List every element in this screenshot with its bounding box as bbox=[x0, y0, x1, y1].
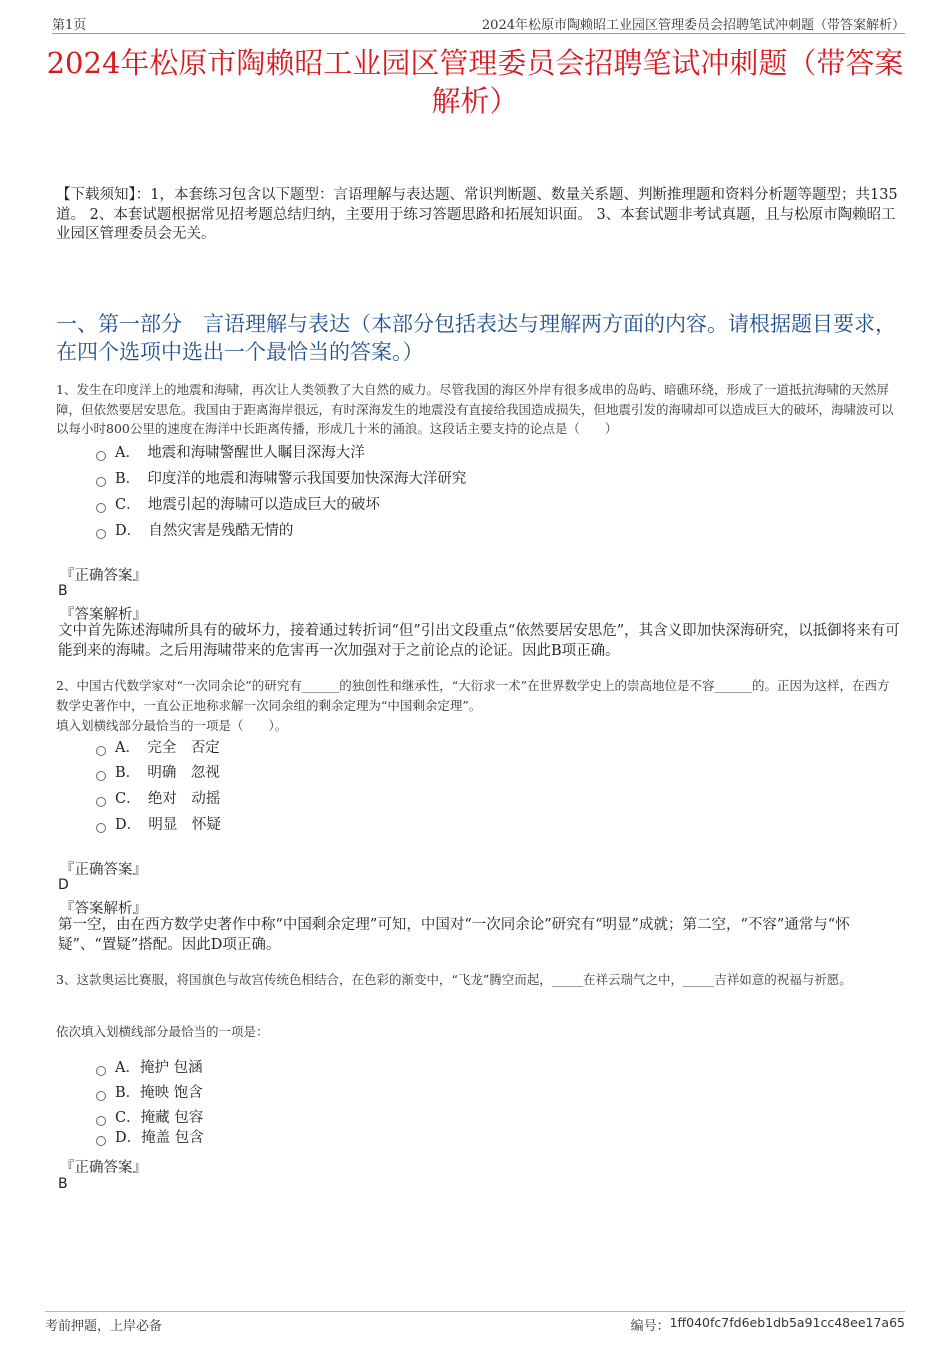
option-label: D． 自然灾害是残酷无情的 bbox=[115, 523, 294, 539]
option-label: A．掩护 包涵 bbox=[115, 1060, 203, 1076]
option-label: A． 完全 否定 bbox=[115, 740, 220, 756]
question-3-prompt: 依次填入划横线部分最恰当的一项是： bbox=[56, 1024, 269, 1039]
footer-slogan: 考前押题，上岸必备 bbox=[45, 1319, 163, 1334]
option-label: B．掩映 饱含 bbox=[115, 1085, 203, 1101]
footer-divider bbox=[45, 1311, 905, 1312]
option-label: B． 印度洋的地震和海啸警示我国要加快深海大洋研究 bbox=[115, 471, 467, 487]
question-1-option-b[interactable] bbox=[96, 469, 466, 489]
question-1-stem: 1、发生在印度洋上的地震和海啸，再次让人类领教了大自然的威力。尽管我国的海区外岸有很多成串的岛屿、暗礁环绕，形成了一道抵抗海啸的天然屏障，但依然要居安思危。我国由于距离海岸很远，有时深海发生的地震没有直接给我国造成损失，但地震引发的海啸却可以造成巨大的破坏，海啸波可以以每小时800公里的速度在海洋中长距离传播，形成几十米的涌浪。这段话主要支持的论点是（ ） bbox=[56, 382, 894, 436]
question-1-option-d[interactable] bbox=[96, 521, 293, 541]
question-3-option-c[interactable] bbox=[96, 1108, 203, 1128]
radio-icon[interactable] bbox=[96, 771, 106, 781]
radio-icon[interactable] bbox=[96, 1136, 106, 1146]
radio-icon[interactable] bbox=[96, 1116, 106, 1126]
footer-code bbox=[631, 1315, 905, 1334]
question-3-option-b[interactable] bbox=[96, 1083, 203, 1103]
header-divider bbox=[52, 33, 905, 34]
option-label: D．掩盖 包含 bbox=[115, 1130, 204, 1146]
question-2-option-a[interactable] bbox=[96, 738, 220, 758]
question-2-option-b[interactable] bbox=[96, 763, 220, 783]
section-heading: 一、第一部分 言语理解与表达（本部分包括表达与理解两方面的内容。请根据题目要求，在四个选项中选出一个最恰当的答案。） bbox=[56, 312, 896, 364]
option-label: B． 明确 忽视 bbox=[115, 765, 220, 781]
question-1-explanation: 文中首先陈述海啸所具有的破坏力，接着通过转折词“但”引出文段重点“依然要居安思危”，其含义即加快深海研究，以抵御将来有可能到来的海啸。之后用海啸带来的危害再一次加强对于之前论点的论证。因此B项正确。 bbox=[58, 623, 900, 659]
radio-icon[interactable] bbox=[96, 797, 106, 807]
radio-icon[interactable] bbox=[96, 746, 106, 756]
question-2-option-d[interactable] bbox=[96, 815, 221, 835]
question-1-answer: B bbox=[58, 583, 68, 599]
question-2-prompt: 填入划横线部分最恰当的一项是（ ）。 bbox=[56, 718, 288, 733]
question-1-explain-label: 『答案解析』 bbox=[60, 607, 147, 623]
question-2-explanation: 第一空，由在西方数学史著作中称“中国剩余定理”可知，中国对“一次同余论”研究有“明显”成就；第二空，“不容”通常与“怀疑”、“置疑”搭配。因此D项正确。 bbox=[58, 917, 850, 953]
question-3-stem: 3、这款奥运比赛服，将国旗色与故宫传统色相结合，在色彩的渐变中，“飞龙”腾空而起，_____在祥云瑞气之中，_____吉祥如意的祝福与祈愿。 bbox=[56, 972, 852, 987]
option-label: D． 明显 怀疑 bbox=[115, 817, 221, 833]
question-3-answer-label: 『正确答案』 bbox=[60, 1160, 147, 1176]
footer-code-label: 编号： bbox=[630, 1319, 670, 1334]
question-2-explain-label: 『答案解析』 bbox=[60, 901, 147, 917]
question-3-answer: B bbox=[58, 1176, 68, 1192]
question-1-answer-label: 『正确答案』 bbox=[60, 568, 147, 584]
radio-icon[interactable] bbox=[96, 1066, 106, 1076]
radio-icon[interactable] bbox=[96, 1091, 106, 1101]
question-2-option-c[interactable] bbox=[96, 789, 220, 809]
radio-icon[interactable] bbox=[96, 477, 106, 487]
radio-icon[interactable] bbox=[96, 823, 106, 833]
question-2-answer-label: 『正确答案』 bbox=[60, 862, 147, 878]
question-1-option-c[interactable] bbox=[96, 495, 380, 515]
radio-icon[interactable] bbox=[96, 529, 106, 539]
radio-icon[interactable] bbox=[96, 503, 106, 513]
option-label: A． 地震和海啸警醒世人瞩目深海大洋 bbox=[115, 445, 365, 461]
radio-icon[interactable] bbox=[96, 451, 106, 461]
page-title: 2024年松原市陶赖昭工业园区管理委员会招聘笔试冲刺题（带答案解析） bbox=[46, 46, 904, 118]
question-3-option-d[interactable] bbox=[96, 1128, 204, 1148]
question-2-stem: 2、中国古代数学家对“一次同余论”的研究有______的独创性和继承性，“大衍求一术”在世界数学史上的崇高地位是不容______的。正因为这样，在西方数学史著作中，一直公正地称求解一次同余组的剩余定理为“中国剩余定理”。 bbox=[56, 678, 890, 713]
question-2-answer: D bbox=[58, 877, 69, 893]
question-3-option-a[interactable] bbox=[96, 1058, 203, 1078]
option-label: C． 绝对 动摇 bbox=[115, 791, 221, 807]
option-label: C．掩藏 包容 bbox=[115, 1110, 204, 1126]
page-number: 第1页 bbox=[52, 18, 87, 33]
footer-code-value: 1ff040fc7fd6eb1db5a91cc48ee17a65 bbox=[669, 1315, 905, 1330]
option-label: C． 地震引起的海啸可以造成巨大的破坏 bbox=[115, 497, 380, 513]
download-notice: 【下载须知】：1，本套练习包含以下题型：言语理解与表达题、常识判断题、数量关系题、判断推理题和资料分析题等题型；共135道。 2、本套试题根据常见招考题总结归纳，主要用于练习答题思路和拓展知识面。 3、本套试题非考试真题，且与松原市陶赖昭工业园区管理委员会无关。 bbox=[56, 187, 898, 242]
question-1-option-a[interactable] bbox=[96, 443, 365, 463]
header-doc-title: 2024年松原市陶赖昭工业园区管理委员会招聘笔试冲刺题（带答案解析） bbox=[481, 18, 905, 33]
